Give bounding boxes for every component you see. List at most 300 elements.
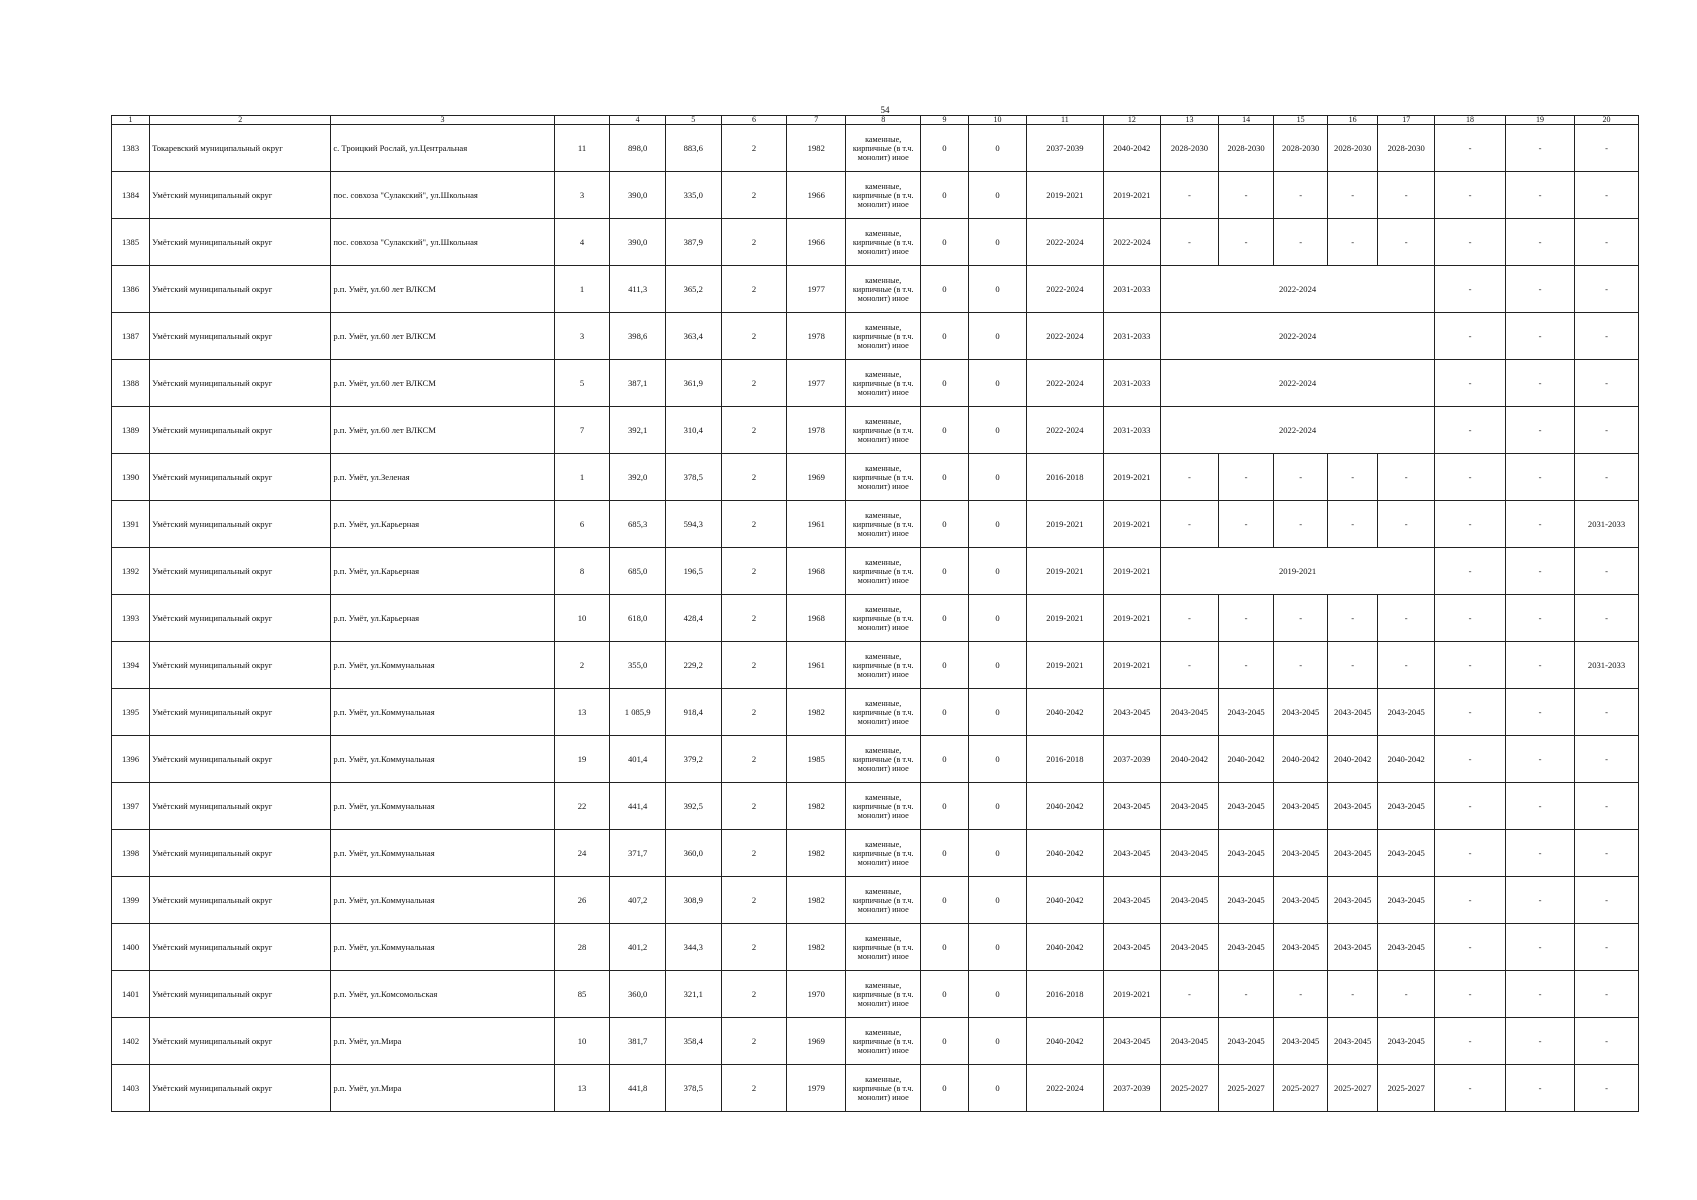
floors-cell: 2 [721, 1065, 787, 1112]
col19-cell: - [1506, 783, 1575, 830]
living-area-cell: 358,4 [665, 1018, 721, 1065]
col11-cell: 2016-2018 [1027, 736, 1103, 783]
column-number-7: 6 [721, 116, 787, 125]
c14-cell: - [1218, 595, 1274, 642]
table-row [112, 595, 1639, 642]
year-built-cell: 1961 [787, 642, 846, 689]
col20-cell: 2031-2033 [1575, 501, 1639, 548]
col18-cell: - [1435, 689, 1506, 736]
c17-cell: - [1378, 971, 1435, 1018]
address-cell: с. Троицкий Рослай, ул.Центральная [331, 125, 554, 172]
house-number-cell: 10 [554, 595, 610, 642]
col11-cell: 2040-2042 [1027, 877, 1103, 924]
col9-cell: 0 [921, 407, 968, 454]
c17-cell: - [1378, 595, 1435, 642]
col12-cell: 2043-2045 [1103, 1018, 1161, 1065]
okrug-cell: Умётский муниципальный округ [150, 1065, 331, 1112]
c13-cell: 2043-2045 [1161, 877, 1219, 924]
year-built-cell: 1982 [787, 877, 846, 924]
c17-cell: 2040-2042 [1378, 736, 1435, 783]
floors-cell: 2 [721, 219, 787, 266]
floors-cell: 2 [721, 360, 787, 407]
c15-cell: 2028-2030 [1274, 125, 1328, 172]
floors-cell: 2 [721, 172, 787, 219]
c14-cell: 2040-2042 [1218, 736, 1274, 783]
col10-cell: 0 [968, 313, 1027, 360]
column-number-8: 7 [787, 116, 846, 125]
wall-material-cell: каменные, кирпичные (в т.ч. монолит) иное [846, 736, 921, 783]
okrug-cell: Умётский муниципальный округ [150, 971, 331, 1018]
year-built-cell: 1985 [787, 736, 846, 783]
table-row [112, 971, 1639, 1018]
c17-cell: 2043-2045 [1378, 830, 1435, 877]
c16-cell: 2025-2027 [1327, 1065, 1377, 1112]
year-built-cell: 1969 [787, 454, 846, 501]
c16-cell: 2043-2045 [1327, 830, 1377, 877]
total-area-cell: 401,2 [610, 924, 666, 971]
col12-cell: 2019-2021 [1103, 548, 1161, 595]
okrug-cell: Умётский муниципальный округ [150, 642, 331, 689]
col19-cell: - [1506, 924, 1575, 971]
merged-period-cell: 2022-2024 [1161, 266, 1435, 313]
col19-cell: - [1506, 736, 1575, 783]
col11-cell: 2040-2042 [1027, 783, 1103, 830]
col11-cell: 2022-2024 [1027, 360, 1103, 407]
c13-cell: - [1161, 971, 1219, 1018]
c16-cell: - [1327, 454, 1377, 501]
col10-cell: 0 [968, 1065, 1027, 1112]
total-area-cell: 387,1 [610, 360, 666, 407]
table-row [112, 266, 1639, 313]
col10-cell: 0 [968, 172, 1027, 219]
column-number-17: 16 [1327, 116, 1377, 125]
col12-cell: 2043-2045 [1103, 689, 1161, 736]
col19-cell: - [1506, 1018, 1575, 1065]
year-built-cell: 1968 [787, 595, 846, 642]
col11-cell: 2019-2021 [1027, 172, 1103, 219]
col20-cell: - [1575, 1018, 1639, 1065]
c16-cell: - [1327, 595, 1377, 642]
col20-cell: - [1575, 689, 1639, 736]
house-number-cell: 1 [554, 266, 610, 313]
floors-cell: 2 [721, 1018, 787, 1065]
row-number: 1391 [112, 501, 150, 548]
house-number-cell: 24 [554, 830, 610, 877]
col12-cell: 2019-2021 [1103, 595, 1161, 642]
wall-material-cell: каменные, кирпичные (в т.ч. монолит) иное [846, 548, 921, 595]
house-number-cell: 4 [554, 219, 610, 266]
total-area-cell: 390,0 [610, 219, 666, 266]
merged-period-cell: 2022-2024 [1161, 313, 1435, 360]
col10-cell: 0 [968, 454, 1027, 501]
col20-cell: - [1575, 125, 1639, 172]
column-number-4 [554, 116, 610, 125]
column-number-9: 8 [846, 116, 921, 125]
year-built-cell: 1977 [787, 266, 846, 313]
living-area-cell: 344,3 [665, 924, 721, 971]
col18-cell: - [1435, 360, 1506, 407]
row-number: 1384 [112, 172, 150, 219]
col20-cell: - [1575, 407, 1639, 454]
house-number-cell: 28 [554, 924, 610, 971]
house-number-cell: 13 [554, 1065, 610, 1112]
col11-cell: 2022-2024 [1027, 266, 1103, 313]
okrug-cell: Умётский муниципальный округ [150, 830, 331, 877]
table-row [112, 454, 1639, 501]
c15-cell: - [1274, 172, 1328, 219]
col18-cell: - [1435, 266, 1506, 313]
house-number-cell: 26 [554, 877, 610, 924]
col19-cell: - [1506, 407, 1575, 454]
house-number-cell: 11 [554, 125, 610, 172]
col11-cell: 2019-2021 [1027, 642, 1103, 689]
c16-cell: - [1327, 971, 1377, 1018]
c14-cell: 2043-2045 [1218, 830, 1274, 877]
col19-cell: - [1506, 642, 1575, 689]
house-number-cell: 6 [554, 501, 610, 548]
col9-cell: 0 [921, 219, 968, 266]
c13-cell: - [1161, 172, 1219, 219]
col10-cell: 0 [968, 501, 1027, 548]
total-area-cell: 398,6 [610, 313, 666, 360]
house-number-cell: 5 [554, 360, 610, 407]
okrug-cell: Умётский муниципальный округ [150, 266, 331, 313]
year-built-cell: 1979 [787, 1065, 846, 1112]
c13-cell: 2043-2045 [1161, 924, 1219, 971]
total-area-cell: 392,1 [610, 407, 666, 454]
col12-cell: 2043-2045 [1103, 783, 1161, 830]
address-cell: пос. совхоза "Сулакский", ул.Школьная [331, 219, 554, 266]
c16-cell: 2043-2045 [1327, 1018, 1377, 1065]
year-built-cell: 1968 [787, 548, 846, 595]
c17-cell: - [1378, 454, 1435, 501]
col18-cell: - [1435, 1018, 1506, 1065]
total-area-cell: 441,8 [610, 1065, 666, 1112]
address-cell: р.п. Умёт, ул.60 лет ВЛКСМ [331, 266, 554, 313]
wall-material-cell: каменные, кирпичные (в т.ч. монолит) иное [846, 501, 921, 548]
house-number-cell: 13 [554, 689, 610, 736]
col18-cell: - [1435, 595, 1506, 642]
okrug-cell: Умётский муниципальный округ [150, 172, 331, 219]
year-built-cell: 1961 [787, 501, 846, 548]
c14-cell: - [1218, 642, 1274, 689]
table-row [112, 172, 1639, 219]
col9-cell: 0 [921, 501, 968, 548]
c17-cell: 2025-2027 [1378, 1065, 1435, 1112]
total-area-cell: 411,3 [610, 266, 666, 313]
col12-cell: 2043-2045 [1103, 924, 1161, 971]
address-cell: р.п. Умёт, ул.60 лет ВЛКСМ [331, 407, 554, 454]
col12-cell: 2019-2021 [1103, 454, 1161, 501]
col10-cell: 0 [968, 595, 1027, 642]
total-area-cell: 355,0 [610, 642, 666, 689]
c15-cell: 2043-2045 [1274, 877, 1328, 924]
c15-cell: - [1274, 971, 1328, 1018]
table-row [112, 924, 1639, 971]
total-area-cell: 618,0 [610, 595, 666, 642]
col18-cell: - [1435, 548, 1506, 595]
c13-cell: - [1161, 219, 1219, 266]
col12-cell: 2040-2042 [1103, 125, 1161, 172]
house-number-cell: 3 [554, 172, 610, 219]
c13-cell: 2043-2045 [1161, 783, 1219, 830]
address-cell: р.п. Умёт, ул.Карьерная [331, 595, 554, 642]
year-built-cell: 1978 [787, 407, 846, 454]
wall-material-cell: каменные, кирпичные (в т.ч. монолит) иное [846, 783, 921, 830]
floors-cell: 2 [721, 877, 787, 924]
c17-cell: - [1378, 642, 1435, 689]
col18-cell: - [1435, 642, 1506, 689]
c13-cell: - [1161, 595, 1219, 642]
col9-cell: 0 [921, 172, 968, 219]
col18-cell: - [1435, 971, 1506, 1018]
col12-cell: 2031-2033 [1103, 313, 1161, 360]
col18-cell: - [1435, 1065, 1506, 1112]
col11-cell: 2040-2042 [1027, 830, 1103, 877]
okrug-cell: Умётский муниципальный округ [150, 219, 331, 266]
col9-cell: 0 [921, 642, 968, 689]
col9-cell: 0 [921, 783, 968, 830]
c14-cell: 2043-2045 [1218, 924, 1274, 971]
living-area-cell: 594,3 [665, 501, 721, 548]
col19-cell: - [1506, 360, 1575, 407]
table-row [112, 407, 1639, 454]
house-number-cell: 10 [554, 1018, 610, 1065]
living-area-cell: 883,6 [665, 125, 721, 172]
col12-cell: 2031-2033 [1103, 407, 1161, 454]
okrug-cell: Токаревский муниципальный округ [150, 125, 331, 172]
row-number: 1397 [112, 783, 150, 830]
col11-cell: 2037-2039 [1027, 125, 1103, 172]
address-cell: р.п. Умёт, ул.Карьерная [331, 548, 554, 595]
living-area-cell: 335,0 [665, 172, 721, 219]
col18-cell: - [1435, 125, 1506, 172]
c16-cell: 2043-2045 [1327, 689, 1377, 736]
wall-material-cell: каменные, кирпичные (в т.ч. монолит) иное [846, 877, 921, 924]
column-number-21: 20 [1575, 116, 1639, 125]
table-row [112, 1018, 1639, 1065]
col10-cell: 0 [968, 783, 1027, 830]
c17-cell: 2043-2045 [1378, 783, 1435, 830]
col11-cell: 2022-2024 [1027, 1065, 1103, 1112]
col11-cell: 2016-2018 [1027, 971, 1103, 1018]
address-cell: р.п. Умёт, ул.Комсомольская [331, 971, 554, 1018]
floors-cell: 2 [721, 266, 787, 313]
year-built-cell: 1978 [787, 313, 846, 360]
table-row [112, 501, 1639, 548]
col9-cell: 0 [921, 313, 968, 360]
floors-cell: 2 [721, 783, 787, 830]
okrug-cell: Умётский муниципальный округ [150, 924, 331, 971]
col19-cell: - [1506, 266, 1575, 313]
wall-material-cell: каменные, кирпичные (в т.ч. монолит) иное [846, 360, 921, 407]
c15-cell: - [1274, 501, 1328, 548]
c13-cell: 2043-2045 [1161, 689, 1219, 736]
wall-material-cell: каменные, кирпичные (в т.ч. монолит) иное [846, 924, 921, 971]
col10-cell: 0 [968, 360, 1027, 407]
c16-cell: 2043-2045 [1327, 877, 1377, 924]
table-row [112, 1065, 1639, 1112]
col19-cell: - [1506, 971, 1575, 1018]
total-area-cell: 685,3 [610, 501, 666, 548]
column-number-20: 19 [1506, 116, 1575, 125]
col10-cell: 0 [968, 642, 1027, 689]
col10-cell: 0 [968, 924, 1027, 971]
floors-cell: 2 [721, 736, 787, 783]
c16-cell: 2043-2045 [1327, 783, 1377, 830]
c15-cell: 2043-2045 [1274, 924, 1328, 971]
col9-cell: 0 [921, 877, 968, 924]
row-number: 1400 [112, 924, 150, 971]
row-number: 1402 [112, 1018, 150, 1065]
total-area-cell: 1 085,9 [610, 689, 666, 736]
column-number-19: 18 [1435, 116, 1506, 125]
col11-cell: 2022-2024 [1027, 219, 1103, 266]
living-area-cell: 378,5 [665, 454, 721, 501]
c16-cell: - [1327, 501, 1377, 548]
c16-cell: 2040-2042 [1327, 736, 1377, 783]
okrug-cell: Умётский муниципальный округ [150, 407, 331, 454]
col19-cell: - [1506, 219, 1575, 266]
house-number-cell: 7 [554, 407, 610, 454]
wall-material-cell: каменные, кирпичные (в т.ч. монолит) иное [846, 219, 921, 266]
col19-cell: - [1506, 1065, 1575, 1112]
c15-cell: 2043-2045 [1274, 1018, 1328, 1065]
c13-cell: 2043-2045 [1161, 1018, 1219, 1065]
col19-cell: - [1506, 830, 1575, 877]
col19-cell: - [1506, 689, 1575, 736]
address-cell: р.п. Умёт, ул.Мира [331, 1065, 554, 1112]
col10-cell: 0 [968, 830, 1027, 877]
c17-cell: 2043-2045 [1378, 924, 1435, 971]
table-row [112, 689, 1639, 736]
c17-cell: - [1378, 172, 1435, 219]
floors-cell: 2 [721, 642, 787, 689]
col10-cell: 0 [968, 407, 1027, 454]
c13-cell: 2043-2045 [1161, 830, 1219, 877]
col10-cell: 0 [968, 1018, 1027, 1065]
column-number-15: 14 [1218, 116, 1274, 125]
address-cell: р.п. Умёт, ул.Мира [331, 1018, 554, 1065]
col10-cell: 0 [968, 736, 1027, 783]
c17-cell: - [1378, 219, 1435, 266]
page-number: 54 [880, 105, 890, 115]
c15-cell: 2043-2045 [1274, 689, 1328, 736]
col18-cell: - [1435, 172, 1506, 219]
address-cell: р.п. Умёт, ул.Коммунальная [331, 877, 554, 924]
column-number-3: 3 [331, 116, 554, 125]
okrug-cell: Умётский муниципальный округ [150, 501, 331, 548]
address-cell: р.п. Умёт, ул.Коммунальная [331, 783, 554, 830]
c14-cell: 2043-2045 [1218, 1018, 1274, 1065]
column-number-6: 5 [665, 116, 721, 125]
c17-cell: 2043-2045 [1378, 689, 1435, 736]
col11-cell: 2040-2042 [1027, 924, 1103, 971]
floors-cell: 2 [721, 313, 787, 360]
col10-cell: 0 [968, 689, 1027, 736]
row-number: 1388 [112, 360, 150, 407]
table-row [112, 877, 1639, 924]
wall-material-cell: каменные, кирпичные (в т.ч. монолит) иное [846, 266, 921, 313]
col20-cell: - [1575, 783, 1639, 830]
okrug-cell: Умётский муниципальный округ [150, 736, 331, 783]
year-built-cell: 1982 [787, 924, 846, 971]
col9-cell: 0 [921, 125, 968, 172]
column-number-18: 17 [1378, 116, 1435, 125]
col12-cell: 2019-2021 [1103, 971, 1161, 1018]
address-cell: р.п. Умёт, ул.Коммунальная [331, 830, 554, 877]
col12-cell: 2043-2045 [1103, 877, 1161, 924]
col12-cell: 2022-2024 [1103, 219, 1161, 266]
year-built-cell: 1970 [787, 971, 846, 1018]
col12-cell: 2037-2039 [1103, 1065, 1161, 1112]
okrug-cell: Умётский муниципальный округ [150, 595, 331, 642]
address-cell: р.п. Умёт, ул.Коммунальная [331, 689, 554, 736]
c17-cell: 2043-2045 [1378, 1018, 1435, 1065]
col18-cell: - [1435, 830, 1506, 877]
total-area-cell: 401,4 [610, 736, 666, 783]
table-row [112, 548, 1639, 595]
col18-cell: - [1435, 877, 1506, 924]
floors-cell: 2 [721, 689, 787, 736]
living-area-cell: 365,2 [665, 266, 721, 313]
year-built-cell: 1982 [787, 689, 846, 736]
column-number-14: 13 [1161, 116, 1219, 125]
house-number-cell: 3 [554, 313, 610, 360]
house-number-cell: 19 [554, 736, 610, 783]
c14-cell: - [1218, 172, 1274, 219]
address-cell: р.п. Умёт, ул.Коммунальная [331, 924, 554, 971]
col9-cell: 0 [921, 830, 968, 877]
col9-cell: 0 [921, 971, 968, 1018]
row-number: 1395 [112, 689, 150, 736]
col10-cell: 0 [968, 266, 1027, 313]
column-number-1: 1 [112, 116, 150, 125]
col10-cell: 0 [968, 971, 1027, 1018]
col9-cell: 0 [921, 266, 968, 313]
wall-material-cell: каменные, кирпичные (в т.ч. монолит) иное [846, 595, 921, 642]
table-row [112, 125, 1639, 172]
living-area-cell: 321,1 [665, 971, 721, 1018]
col18-cell: - [1435, 407, 1506, 454]
col18-cell: - [1435, 313, 1506, 360]
wall-material-cell: каменные, кирпичные (в т.ч. монолит) иное [846, 689, 921, 736]
column-number-11: 10 [968, 116, 1027, 125]
living-area-cell: 379,2 [665, 736, 721, 783]
column-number-5: 4 [610, 116, 666, 125]
living-area-cell: 360,0 [665, 830, 721, 877]
c15-cell: 2043-2045 [1274, 783, 1328, 830]
address-cell: р.п. Умёт, ул.60 лет ВЛКСМ [331, 360, 554, 407]
living-area-cell: 229,2 [665, 642, 721, 689]
col11-cell: 2022-2024 [1027, 313, 1103, 360]
col10-cell: 0 [968, 125, 1027, 172]
col18-cell: - [1435, 924, 1506, 971]
col11-cell: 2019-2021 [1027, 548, 1103, 595]
column-number-10: 9 [921, 116, 968, 125]
living-area-cell: 363,4 [665, 313, 721, 360]
wall-material-cell: каменные, кирпичные (в т.ч. монолит) иное [846, 642, 921, 689]
col20-cell: - [1575, 219, 1639, 266]
col20-cell: - [1575, 595, 1639, 642]
c14-cell: 2028-2030 [1218, 125, 1274, 172]
col9-cell: 0 [921, 454, 968, 501]
row-number: 1393 [112, 595, 150, 642]
okrug-cell: Умётский муниципальный округ [150, 548, 331, 595]
col20-cell: - [1575, 924, 1639, 971]
floors-cell: 2 [721, 971, 787, 1018]
living-area-cell: 308,9 [665, 877, 721, 924]
